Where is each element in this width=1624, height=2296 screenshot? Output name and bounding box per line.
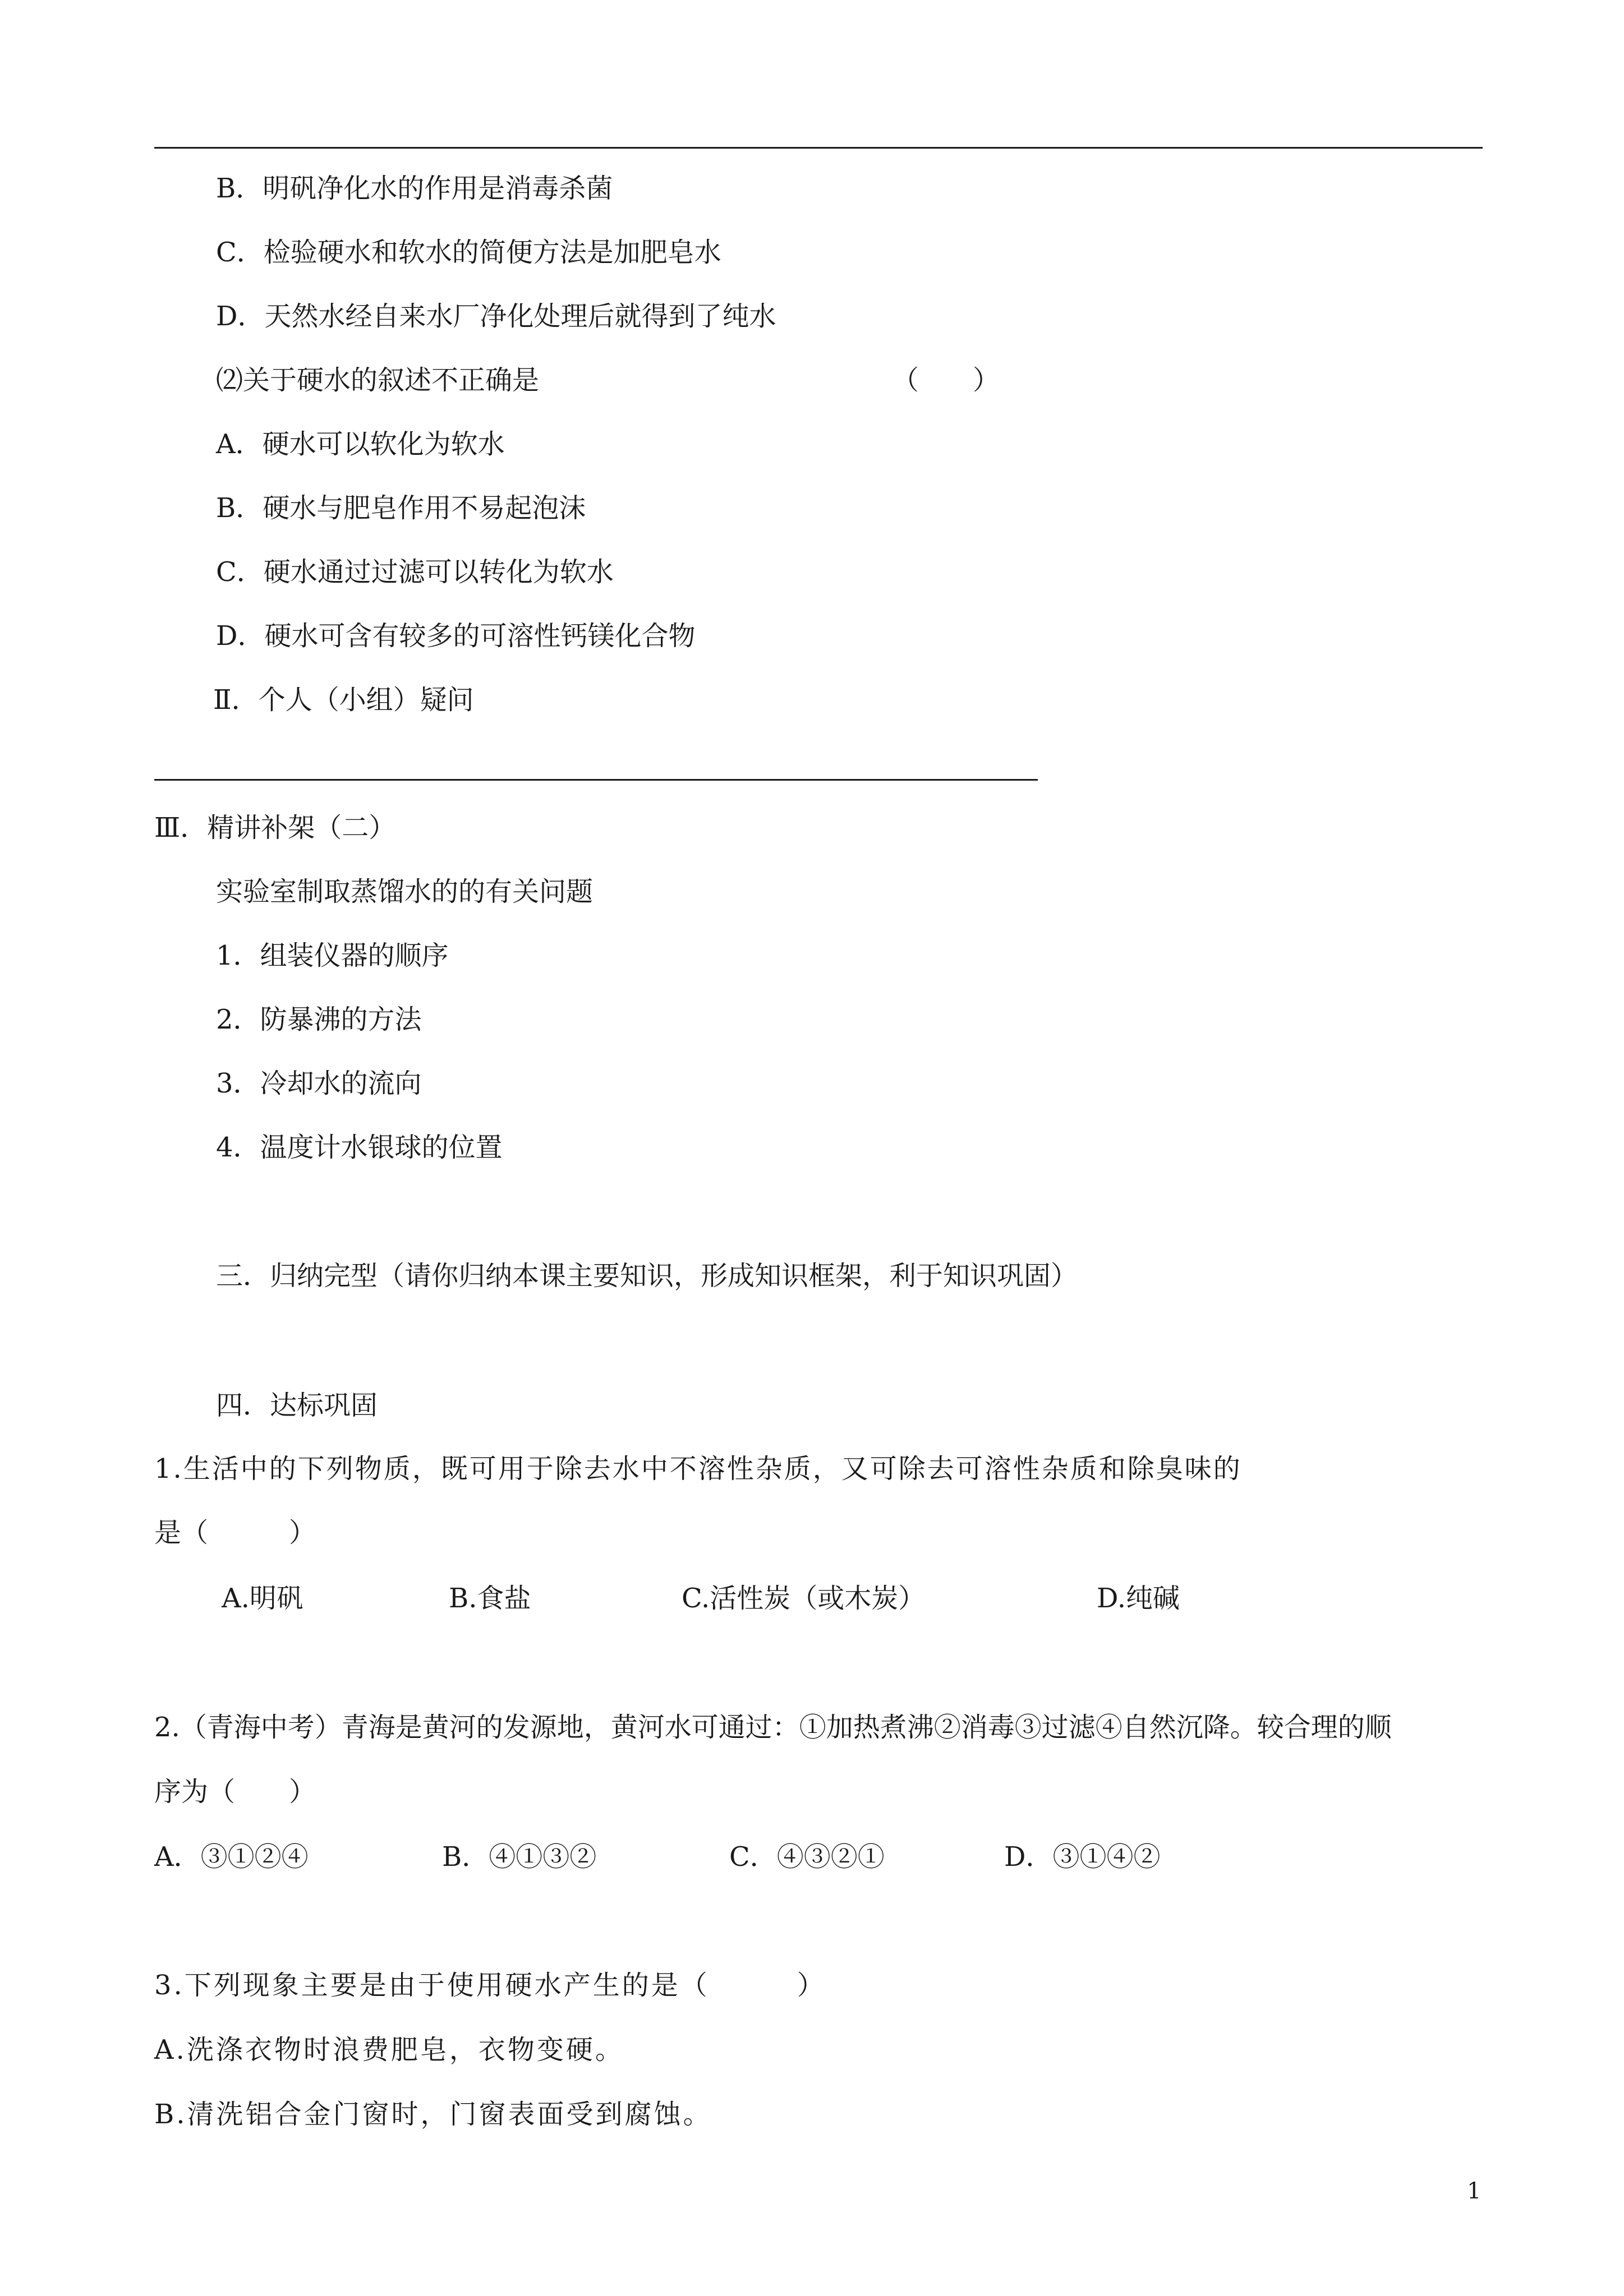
section-iii-heading: Ⅲ．精讲补架（二）: [154, 812, 396, 843]
question-1-option-a: A.明矾: [222, 1583, 303, 1614]
question-2-option-b: B．④①③②: [442, 1841, 597, 1873]
question-3-stem: 3.下列现象主要是由于使用硬水产生的是（ ）: [154, 1970, 826, 2001]
point-2: 2．防暴沸的方法: [216, 1004, 422, 1035]
question-2-line-2: 序为（ ）: [154, 1776, 316, 1808]
point-4: 4．温度计水银球的位置: [216, 1132, 503, 1163]
option-b-alum: B．明矾净化水的作用是消毒杀菌: [216, 173, 613, 204]
question-1-option-c: C.活性炭（或木炭）: [682, 1583, 926, 1614]
page-number: 1: [1467, 2178, 1482, 2204]
option-c-filter: C．硬水通过过滤可以转化为软水: [216, 556, 614, 588]
header-rule: [154, 147, 1483, 149]
section-3-summary-heading: 三．归纳完型（请你归纳本课主要知识，形成知识框架，利于知识巩固）: [216, 1260, 1078, 1292]
question-3-option-a: A.洗涤衣物时浪费肥皂，衣物变硬。: [154, 2034, 624, 2066]
question-1-option-d: D.纯碱: [1097, 1583, 1180, 1614]
option-a-soften: A．硬水可以软化为软水: [216, 428, 505, 460]
answer-line: [154, 779, 1038, 781]
distilled-water-topic: 实验室制取蒸馏水的的有关问题: [216, 876, 594, 907]
question-3-option-b: B.清洗铝合金门窗时，门窗表面受到腐蚀。: [154, 2099, 712, 2130]
question-1-line-1: 1.生活中的下列物质，既可用于除去水中不溶性杂质，又可除去可溶性杂质和除臭味的: [154, 1453, 1242, 1484]
question-2-stem: ⑵关于硬水的叙述不正确是: [216, 365, 540, 396]
question-1-line-2: 是（ ）: [154, 1517, 316, 1548]
section-4-heading: 四．达标巩固: [216, 1390, 378, 1421]
point-1: 1．组装仪器的顺序: [216, 940, 449, 971]
answer-blank: （ ）: [892, 365, 1000, 396]
option-c-soap-test: C．检验硬水和软水的简便方法是加肥皂水: [216, 237, 721, 268]
question-2-line-1: 2.（青海中考）青海是黄河的发源地，黄河水可通过：①加热煮沸②消毒③过滤④自然沉降。较合理的顺: [154, 1712, 1392, 1743]
option-b-foam: B．硬水与肥皂作用不易起泡沫: [216, 492, 586, 524]
question-2-option-c: C．④③②①: [729, 1841, 885, 1873]
option-d-calcium: D．硬水可含有较多的可溶性钙镁化合物: [216, 620, 696, 652]
point-3: 3．冷却水的流向: [216, 1068, 422, 1099]
question-2-option-d: D．③①④②: [1004, 1841, 1161, 1873]
question-2-option-a: A．③①②④: [154, 1841, 309, 1873]
question-1-option-b: B.食盐: [449, 1583, 531, 1614]
personal-questions-heading: Ⅱ．个人（小组）疑问: [213, 684, 474, 716]
option-d-pure-water: D．天然水经自来水厂净化处理后就得到了纯水: [216, 301, 776, 332]
